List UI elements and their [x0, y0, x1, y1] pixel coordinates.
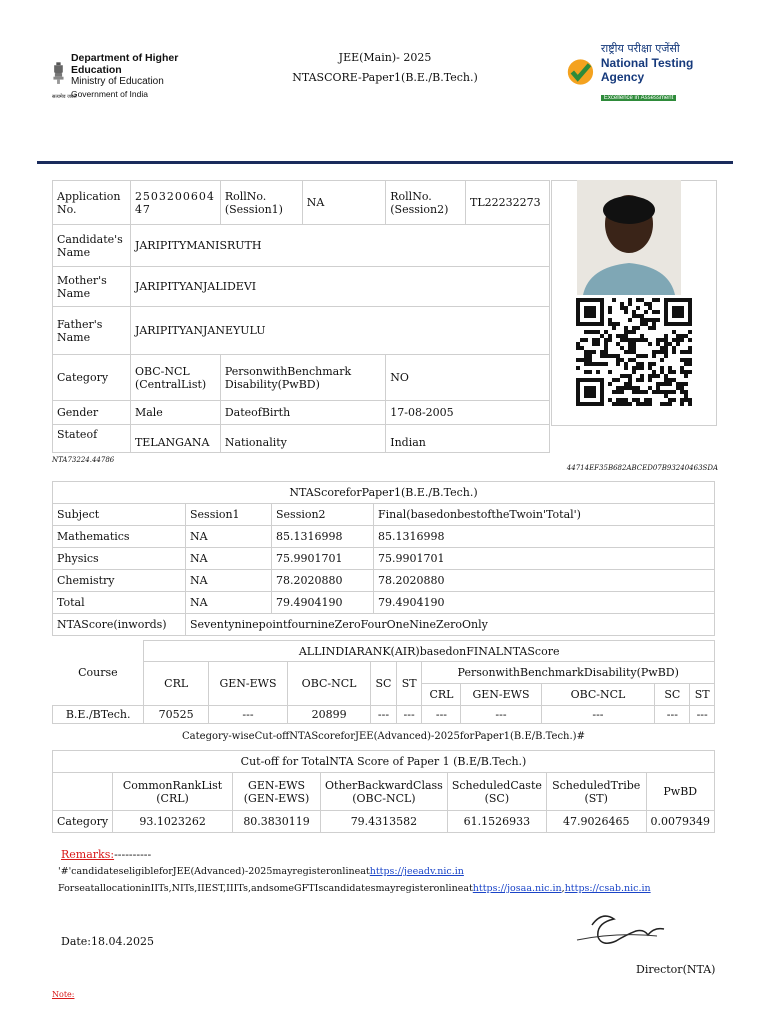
- score-cell: Chemistry: [53, 570, 186, 592]
- remarks-line1-text: '#'candidateseligibleforJEE(Advanced)-2025mayregisteronlineat: [58, 866, 370, 877]
- dob-value: 17-08-2005: [386, 401, 550, 425]
- score-header-2: Session2: [272, 504, 374, 526]
- pwbd-col-crl: CRL: [422, 684, 461, 706]
- remarks-label-line: [61, 848, 151, 861]
- header-divider: [37, 161, 733, 164]
- pwbd-obcncl-value: ---: [541, 706, 655, 724]
- mother-label: Mother's Name: [53, 267, 131, 307]
- remarks-dashes: ----------: [114, 848, 152, 861]
- rank-table: [52, 640, 715, 724]
- issue-date: Date:18.04.2025: [61, 935, 154, 948]
- paper-title: NTASCORE-Paper1(B.E./B.Tech.): [292, 71, 478, 84]
- candidate-photo: [577, 180, 681, 295]
- cutoff-header-3: ScheduledCaste (SC): [447, 773, 546, 811]
- score-header-1: Session1: [186, 504, 272, 526]
- pwbd-col-genews: GEN-EWS: [461, 684, 541, 706]
- score-title: NTAScoreforPaper1(B.E./B.Tech.): [53, 482, 715, 504]
- cutoff-row-label: Category: [53, 811, 113, 833]
- rank-col-crl: CRL: [144, 662, 209, 706]
- pwbd-col-st: ST: [690, 684, 715, 706]
- score-cell: Total: [53, 592, 186, 614]
- roll1-value: NA: [302, 181, 386, 225]
- score-cell: 85.1316998: [374, 526, 715, 548]
- cutoff-value-5: 0.0079349: [646, 811, 715, 833]
- remarks-link-separator: ,: [561, 883, 565, 894]
- rank-col-genews: GEN-EWS: [209, 662, 288, 706]
- csab-link[interactable]: https://csab.nic.in: [564, 883, 651, 894]
- cutoff-table: [52, 750, 715, 833]
- signature-icon: [572, 905, 702, 955]
- pwbd-label: PersonwithBenchmark Disability(PwBD): [220, 355, 385, 401]
- nta-hindi-name: राष्ट्रीय परीक्षा एजेंसी: [600, 42, 680, 55]
- exam-heading: [260, 48, 510, 88]
- score-cell: 78.2020880: [374, 570, 715, 592]
- name-value: JARIPITYMANISRUTH: [130, 225, 549, 267]
- category-label: Category: [53, 355, 131, 401]
- roll1-label: RollNo. (Session1): [220, 181, 302, 225]
- rank-genews-value: ---: [209, 706, 288, 724]
- left-id: NTA73224.44786: [52, 456, 115, 464]
- pwbd-col-sc: SC: [655, 684, 690, 706]
- nta-logo: [566, 42, 726, 101]
- table-row: [53, 570, 715, 592]
- cutoff-header-2: OtherBackwardClass (OBC-NCL): [321, 773, 448, 811]
- cutoff-value-4: 47.9026465: [546, 811, 646, 833]
- pwbd-st-value: ---: [690, 706, 715, 724]
- score-header-3: Final(basedonbestoftheTwoin'Total'): [374, 504, 715, 526]
- father-value: JARIPITYANJANEYULU: [130, 307, 549, 355]
- remarks-line2-text: ForseatallocationinIITs,NITs,IIEST,IIITs,andsomeGFTIscandidatesmayregisteronlineat: [58, 883, 473, 894]
- cutoff-heading: Category-wiseCut-offNTAScoreforJEE(Advanced)-2025forPaper1(B.E/B.Tech.)#: [182, 731, 585, 742]
- father-label: Father's Name: [53, 307, 131, 355]
- score-cell: 85.1316998: [272, 526, 374, 548]
- name-label: Candidate's Name: [53, 225, 131, 267]
- pwbd-sc-value: ---: [655, 706, 690, 724]
- state-value: TELANGANA: [130, 425, 220, 453]
- cutoff-title: Cut-off for TotalNTA Score of Paper 1 (B.E/B.Tech.): [53, 751, 715, 773]
- nta-check-icon: [566, 54, 595, 90]
- nationality-value: Indian: [386, 425, 550, 453]
- cutoff-value-3: 61.1526933: [447, 811, 546, 833]
- dept-line3: Government of India: [70, 89, 148, 99]
- score-cell: NA: [186, 548, 272, 570]
- pwbd-genews-value: ---: [461, 706, 541, 724]
- nta-tagline: Excellence in Assessment: [601, 95, 676, 101]
- mother-value: JARIPITYANJALIDEVI: [130, 267, 549, 307]
- score-words-value: SeventyninepointfournineZeroFourOneNineZeroOnly: [186, 614, 715, 636]
- score-cell: NA: [186, 592, 272, 614]
- person-photo-icon: [577, 180, 681, 295]
- exam-title: JEE(Main)- 2025: [338, 51, 432, 64]
- nta-english-name: National Testing Agency: [600, 56, 694, 84]
- candidate-info-table: [52, 180, 550, 453]
- josaa-link[interactable]: https://josaa.nic.in: [472, 883, 562, 894]
- score-body: [53, 526, 715, 614]
- score-cell: NA: [186, 570, 272, 592]
- score-cell: 79.4904190: [272, 592, 374, 614]
- ministry-text: [71, 52, 187, 100]
- app-no-label: Application No.: [53, 181, 131, 225]
- dept-line1: Department of Higher Education: [70, 52, 179, 76]
- rank-col-sc: SC: [371, 662, 397, 706]
- qr-code: [575, 298, 693, 406]
- score-cell: NA: [186, 526, 272, 548]
- score-cell: 79.4904190: [374, 592, 715, 614]
- gender-value: Male: [130, 401, 220, 425]
- roll2-value: TL22232273: [466, 181, 550, 225]
- nationality-label: Nationality: [220, 425, 385, 453]
- cutoff-value-row: [53, 811, 715, 833]
- pwbd-crl-value: ---: [422, 706, 461, 724]
- dept-line2: Ministry of Education: [70, 76, 164, 87]
- cutoff-value-2: 79.4313582: [321, 811, 448, 833]
- jeeadv-link[interactable]: https://jeeadv.nic.in: [369, 866, 464, 877]
- table-row: [53, 548, 715, 570]
- score-header-0: Subject: [53, 504, 186, 526]
- director-signature: [572, 905, 702, 959]
- rank-course-value: B.E./BTech.: [53, 706, 144, 724]
- remarks-label: Remarks:: [61, 848, 115, 861]
- category-value: OBC-NCL (CentralList): [130, 355, 220, 401]
- cutoff-header-blank: [53, 773, 113, 811]
- table-row: [53, 526, 715, 548]
- cutoff-value-0: 93.1023262: [113, 811, 233, 833]
- score-cell: 75.9901701: [272, 548, 374, 570]
- cutoff-header-4: ScheduledTribe (ST): [546, 773, 646, 811]
- right-id: 44714EF35B682ABCED07B93240463SDA: [566, 464, 718, 472]
- national-emblem-icon: [52, 55, 65, 97]
- gender-label: Gender: [53, 401, 131, 425]
- qr-code-icon: [575, 298, 693, 406]
- rank-obcncl-value: 20899: [288, 706, 371, 724]
- note-label: Note:: [52, 990, 75, 999]
- cutoff-header-row: [53, 773, 715, 811]
- score-table: [52, 481, 715, 636]
- cutoff-header-5: PwBD: [646, 773, 715, 811]
- air-title: ALLINDIARANK(AIR)basedonFINALNTAScore: [144, 641, 715, 662]
- roll2-label: RollNo. (Session2): [386, 181, 466, 225]
- rank-sc-value: ---: [371, 706, 397, 724]
- score-cell: 75.9901701: [374, 548, 715, 570]
- state-label: Stateof: [53, 425, 131, 453]
- score-cell: 78.2020880: [272, 570, 374, 592]
- cutoff-header-1: GEN-EWS (GEN-EWS): [233, 773, 321, 811]
- score-words-label: NTAScore(inwords): [53, 614, 186, 636]
- rank-col-obcncl: OBC-NCL: [288, 662, 371, 706]
- rank-st-value: ---: [396, 706, 422, 724]
- remarks-line1: [58, 866, 464, 877]
- score-header-row: [53, 504, 715, 526]
- app-no-value: 250320060447: [130, 181, 220, 225]
- score-cell: Mathematics: [53, 526, 186, 548]
- rank-col-st: ST: [396, 662, 422, 706]
- ministry-logo: [52, 52, 187, 100]
- dob-label: DateofBirth: [220, 401, 385, 425]
- pwbd-col-obcncl: OBC-NCL: [541, 684, 655, 706]
- emblem-caption: सत्यमेव जयते: [52, 94, 77, 100]
- remarks-line2: [58, 883, 651, 894]
- rank-crl-value: 70525: [144, 706, 209, 724]
- director-title: Director(NTA): [636, 963, 716, 976]
- pwbd-value: NO: [386, 355, 550, 401]
- cutoff-header-0: CommonRankList (CRL): [113, 773, 233, 811]
- pwbd-title: PersonwithBenchmarkDisability(PwBD): [422, 662, 715, 684]
- score-cell: Physics: [53, 548, 186, 570]
- rank-course-label: Course: [78, 666, 118, 680]
- table-row: [53, 592, 715, 614]
- cutoff-value-1: 80.3830119: [233, 811, 321, 833]
